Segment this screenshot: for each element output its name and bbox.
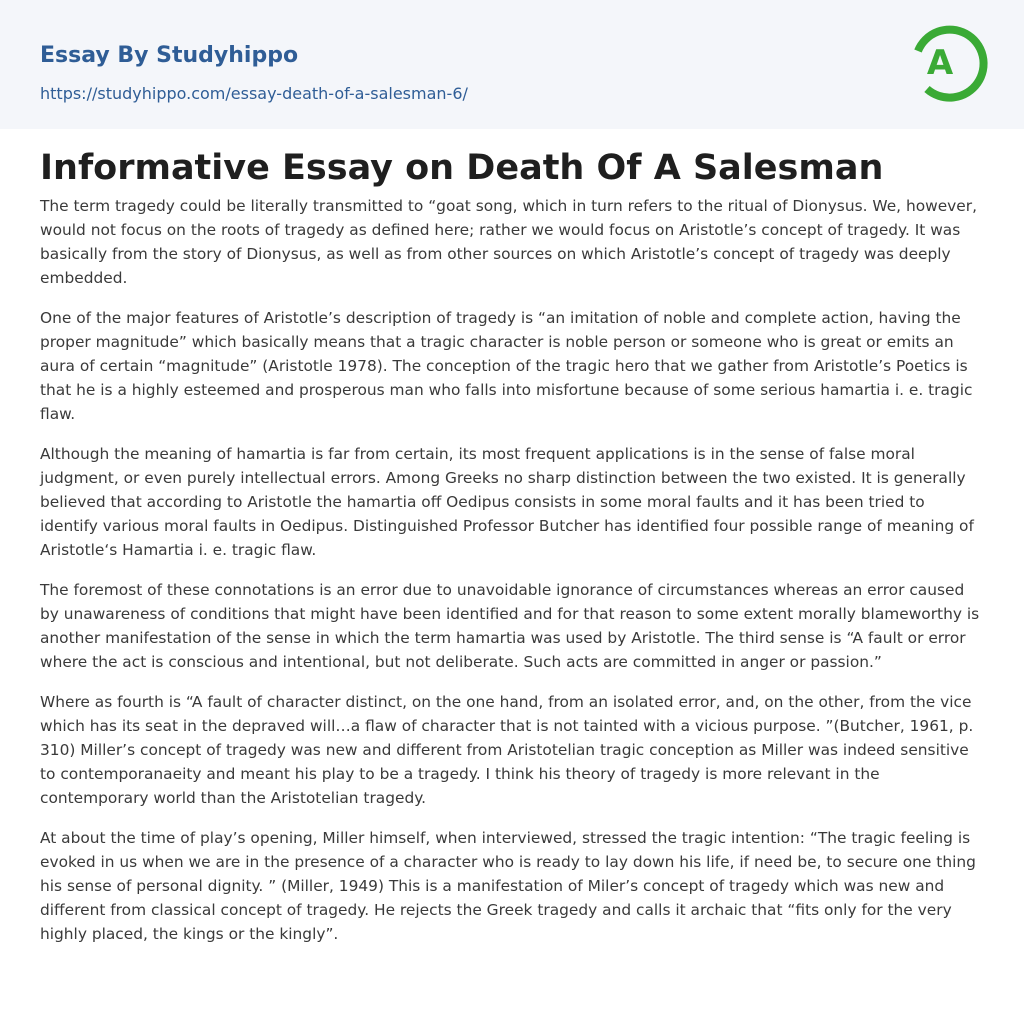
essay-paragraph: The term tragedy could be literally transmitted to “goat song, which in turn refers to the ritual of Dionysus. We, however, would not focus on the roots of tragedy as defined here; rather we would focus on Aristotle’s concept of tragedy. It was basically from the story of Dionysus, as well as from other sources on which Aristotle’s concept of tragedy was deeply embedded. [40,197,977,287]
logo-letter: A [926,43,954,83]
essay-paragraph: Where as fourth is “A fault of character distinct, on the one hand, from an isolated error, and, on the other, from the vice which has its seat in the depraved will…a flaw of character that is not tainted with a vicious purpose. ”(Butcher, 1961, p. 310) Miller’s concept of tragedy was new and different from Aristotelian tragic conception as Miller was indeed sensitive to contemporanaeity and meant his play to be a tragedy. I think his theory of tragedy is more relevant in the contemporary world than the Aristotelian tragedy. [40,693,974,807]
site-header [0,0,1024,129]
essay-url-link[interactable]: https://studyhippo.com/essay-death-of-a-salesman-6/ [40,84,468,103]
studyhippo-logo-icon[interactable] [906,18,990,108]
essay-paragraph: The foremost of these connotations is an error due to unavoidable ignorance of circumstances whereas an error caused by unawareness of conditions that might have been identified and for that reason to some extent morally blameworthy is another manifestation of the sense in which the term hamartia was used by Aristotle. The third sense is “A fault or error where the act is conscious and intentional, but not deliberate. Such acts are committed in anger or passion.” [40,581,980,671]
essay-paragraph: One of the major features of Aristotle’s description of tragedy is “an imitation of noble and complete action, having the proper magnitude” which basically means that a tragic character is noble person or someone who is great or emits an aura of certain “magnitude” (Aristotle 1978). The conception of the tragic hero that we gather from Aristotle’s Poetics is that he is a highly esteemed and prosperous man who falls into misfortune because of some serious hamartia i. e. tragic flaw. [40,309,973,423]
essay-body [40,194,985,962]
essay-paragraph: Although the meaning of hamartia is far from certain, its most frequent applications is in the sense of false moral judgment, or even purely intellectual errors. Among Greeks no sharp distinction between the two existed. It is generally believed that according to Aristotle the hamartia off Oedipus consists in some moral faults and it has been tried to identify various moral faults in Oedipus. Distinguished Professor Butcher has identified four possible range of meaning of Aristotle‘s Hamartia i. e. tragic flaw. [40,445,974,559]
essay-paragraph: At about the time of play’s opening, Miller himself, when interviewed, stressed the tragic intention: “The tragic feeling is evoked in us when we are in the presence of a character who is ready to lay down his life, if need be, to secure one thing his sense of personal dignity. ” (Miller, 1949) This is a manifestation of Miler’s concept of tragedy which was new and different from classical concept of tragedy. He rejects the Greek tragedy and calls it archaic that “fits only for the very highly placed, the kings or the kingly”. [40,829,976,943]
page-title: Informative Essay on Death Of A Salesman [40,148,884,188]
site-brand[interactable]: Essay By Studyhippo [40,43,299,68]
